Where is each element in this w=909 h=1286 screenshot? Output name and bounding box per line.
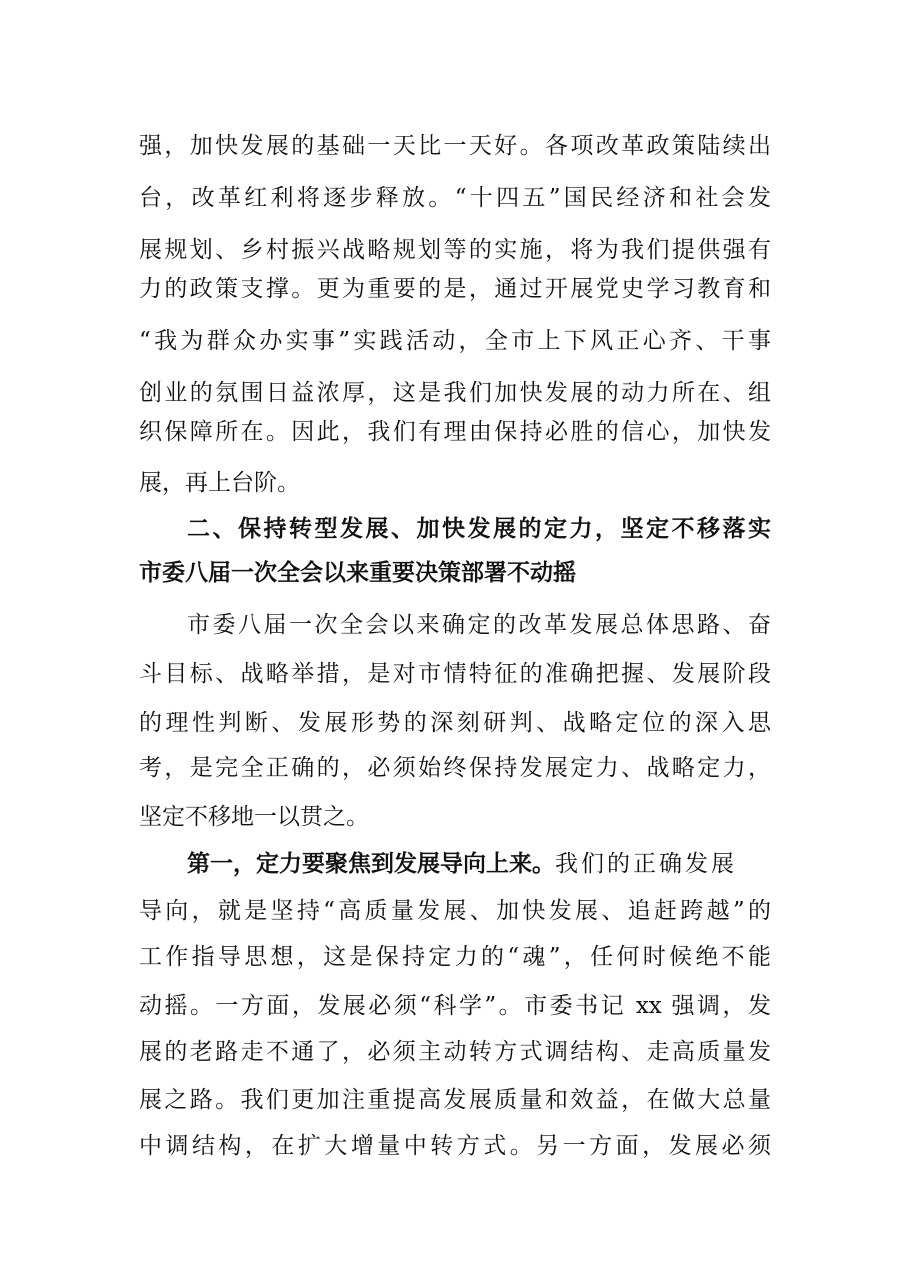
body-text-line: 展的老路走不通了，必须主动转方式调结构、走高质量发 [139,1039,771,1065]
body-text-line: 创业的氛围日益浓厚，这是我们加快发展的动力所在、组 [139,380,771,406]
body-text-line: 工作指导思想，这是保持定力的“魂”，任何时候绝不能 [139,944,771,970]
body-text-line: 的理性判断、发展形势的深刻研判、战略定位的深入思 [139,710,771,736]
body-text-line: 导向，就是坚持“高质量发展、加快发展、追赶跨越”的 [139,898,771,924]
body-text-line: 织保障所在。因此，我们有理由保持必胜的信心，加快发 [139,419,771,445]
body-text-line: 展之路。我们更加注重提高发展质量和效益，在做大总量 [139,1087,771,1113]
body-text-line: 展规划、乡村振兴战略规划等的实施，将为我们提供强有 [139,237,771,263]
section-heading-line: 市委八届一次全会以来重要决策部署不动摇 [139,560,576,586]
section-heading-line: 二、保持转型发展、加快发展的定力，坚定不移落实 [187,516,771,542]
lead-sentence: 第一，定力要聚焦到发展导向上来。 [187,851,555,877]
body-text-line: 考，是完全正确的，必须始终保持发展定力、战略定力， [139,755,771,781]
body-text-line: 展，再上台阶。 [139,470,300,496]
body-text-line: 强，加快发展的基础一天比一天好。各项改革政策陆续出 [139,133,771,159]
body-text-line: 力的政策支撑。更为重要的是，通过开展党史学习教育和 [139,276,771,302]
body-text-line: “我为群众办实事”实践活动，全市上下风正心齐、干事 [139,328,771,354]
body-text-run: 我们的正确发展 [555,851,737,877]
body-text-line: 斗目标、战略举措，是对市情特征的准确把握、发展阶段 [139,661,771,687]
body-text-line: 市委八届一次全会以来确定的改革发展总体思路、奋 [187,612,771,638]
paragraph-first-line [187,844,771,884]
body-text-line: 台，改革红利将逐步释放。“十四五”国民经济和社会发 [139,185,771,211]
body-text-line: 中调结构，在扩大增量中转方式。另一方面，发展必须 [139,1133,771,1159]
body-text-line: 坚定不移地一以贯之。 [139,804,369,830]
body-text-line: 动摇。一方面，发展必须“科学”。市委书记 xx 强调，发 [139,993,771,1019]
